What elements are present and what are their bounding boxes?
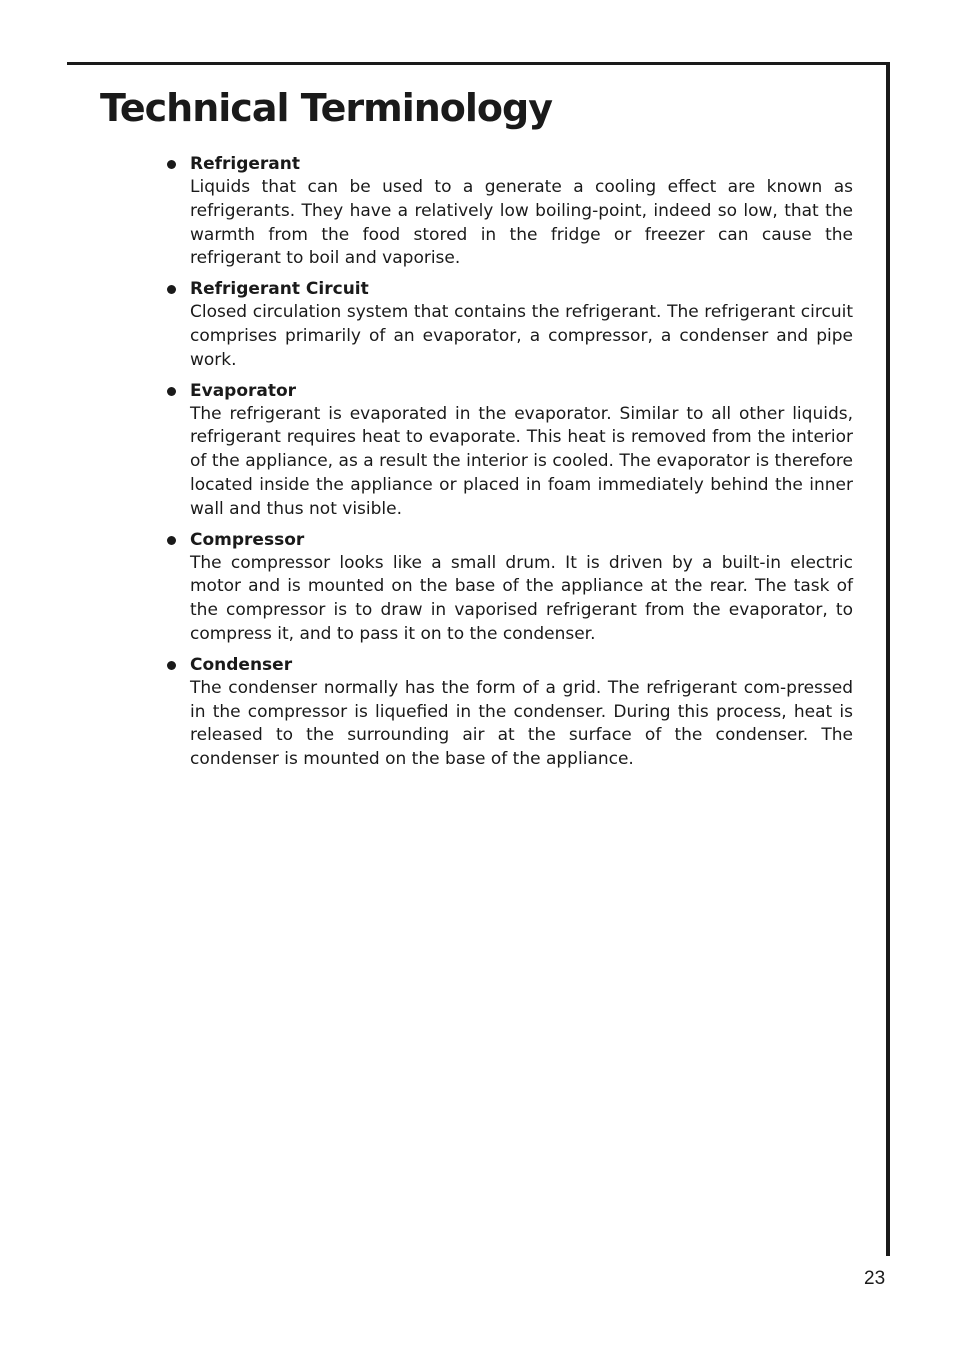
page-number: 23 xyxy=(864,1268,886,1289)
terminology-list xyxy=(0,152,954,778)
top-rule xyxy=(67,62,890,65)
term-label: Compressor xyxy=(190,529,305,550)
page-title: Technical Terminology xyxy=(100,86,552,130)
term-label: Refrigerant Circuit xyxy=(190,279,369,300)
term-description: Closed circulation system that contains the refrigerant. The refrigerant circuit comprises primarily of an evaporator, a compressor, a condenser and pipe work. xyxy=(190,302,853,370)
term-description: The compressor looks like a small drum. It is driven by a built-in electric motor and is mounted on the base of the appliance at the rear. The task of the compressor is to draw in vaporised refrigerant from the evaporator, to compress it, and to pass it on to the condenser. xyxy=(190,552,853,644)
term-label: Condenser xyxy=(190,654,293,675)
term-description: The refrigerant is evaporated in the evaporator. Similar to all other liquids, refrigerant requires heat to evaporate. This heat is removed from the interior of the appliance, as a result the interior is cooled. The evaporator is therefore located inside the appliance or placed in foam immediately behind the inner wall and thus not visible. xyxy=(190,403,853,519)
bullet-icon xyxy=(167,387,176,396)
term-label: Evaporator xyxy=(190,380,297,401)
bullet-icon xyxy=(167,285,176,294)
term-description: Liquids that can be used to a generate a cooling effect are known as refrigerants. They have a relatively low boiling-point, indeed so low, that the warmth from the food stored in the fridge or freezer can cause the refrigerant to boil and vaporise. xyxy=(190,177,853,269)
term-description: The condenser normally has the form of a grid. The refrigerant com-pressed in the compressor is liquefied in the condenser. During this process, heat is released to the surrounding air at the surface of the condenser. The condenser is mounted on the base of the appliance. xyxy=(190,677,853,770)
bullet-icon xyxy=(167,160,176,169)
term-refrigerant xyxy=(0,152,954,271)
term-evaporator xyxy=(0,379,954,522)
bullet-icon xyxy=(167,536,176,545)
term-compressor xyxy=(0,528,954,647)
term-label: Refrigerant xyxy=(190,154,301,174)
bullet-icon xyxy=(167,661,176,670)
term-condenser xyxy=(0,653,954,772)
term-refrigerant-circuit xyxy=(0,277,954,372)
